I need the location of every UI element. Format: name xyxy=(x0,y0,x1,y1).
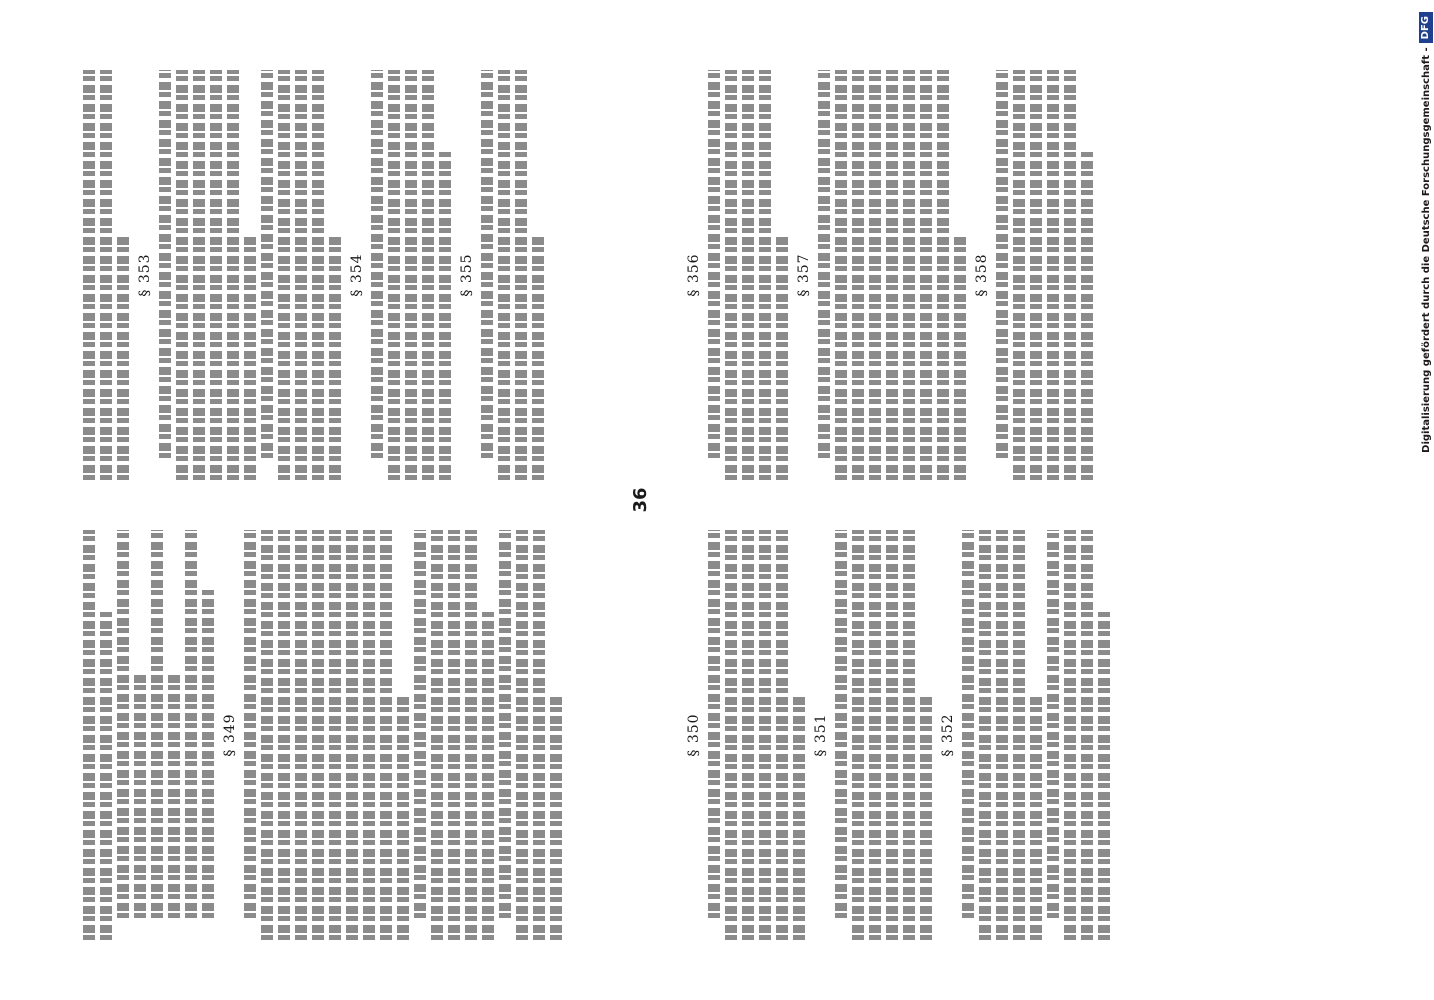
section-heading-357: § 357 xyxy=(796,253,812,297)
text-line xyxy=(185,530,197,918)
text-line xyxy=(1013,530,1025,940)
text-line xyxy=(439,152,451,480)
text-line xyxy=(1047,70,1059,480)
text-line xyxy=(920,694,932,940)
text-line xyxy=(380,530,392,940)
text-line xyxy=(388,70,400,480)
text-line xyxy=(1064,530,1076,940)
text-line xyxy=(886,70,898,480)
text-line xyxy=(996,70,1008,458)
text-line xyxy=(371,70,383,458)
text-line xyxy=(168,672,180,918)
text-line xyxy=(1030,70,1042,480)
text-line xyxy=(1081,530,1093,940)
text-line xyxy=(903,70,915,480)
text-line xyxy=(202,590,214,918)
text-line xyxy=(869,70,881,480)
text-line xyxy=(996,530,1008,940)
text-line xyxy=(176,70,188,480)
section-heading-354: § 354 xyxy=(349,253,365,297)
section-heading-355: § 355 xyxy=(459,253,475,297)
text-line xyxy=(962,530,974,918)
text-line xyxy=(818,70,830,458)
text-line xyxy=(498,70,510,480)
text-line xyxy=(100,70,112,480)
text-line xyxy=(1030,694,1042,940)
text-line xyxy=(193,70,205,480)
text-line xyxy=(83,70,95,480)
text-line xyxy=(708,70,720,458)
text-line xyxy=(759,530,771,940)
text-line xyxy=(422,70,434,480)
text-line xyxy=(742,70,754,480)
text-line xyxy=(261,70,273,458)
column-left-bottom xyxy=(678,530,1238,940)
section-heading-353: § 353 xyxy=(137,253,153,297)
text-line xyxy=(83,530,95,940)
column-right-bottom xyxy=(678,70,1238,480)
text-line xyxy=(278,70,290,480)
text-line xyxy=(117,530,129,918)
text-line xyxy=(776,234,788,480)
text-line xyxy=(516,530,528,940)
text-line xyxy=(1081,152,1093,480)
text-line xyxy=(363,530,375,940)
text-line xyxy=(210,70,222,480)
section-heading-351: § 351 xyxy=(813,713,829,757)
text-line xyxy=(312,530,324,940)
text-line xyxy=(481,70,493,458)
text-line xyxy=(227,70,239,480)
text-line xyxy=(886,530,898,940)
text-line xyxy=(465,530,477,940)
text-line xyxy=(725,530,737,940)
text-line xyxy=(329,234,341,480)
text-line xyxy=(759,70,771,480)
section-heading-352: § 352 xyxy=(940,713,956,757)
text-line xyxy=(835,70,847,480)
text-line xyxy=(954,234,966,480)
section-heading-358: § 358 xyxy=(974,253,990,297)
section-heading-356: § 356 xyxy=(686,253,702,297)
text-line xyxy=(159,70,171,458)
text-line xyxy=(414,530,426,918)
text-line xyxy=(100,612,112,940)
text-line xyxy=(742,530,754,940)
text-line xyxy=(499,530,511,918)
text-line xyxy=(1098,612,1110,940)
column-right-top xyxy=(78,70,638,480)
text-line xyxy=(405,70,417,480)
text-line xyxy=(835,530,847,918)
text-line xyxy=(482,612,494,940)
text-line xyxy=(852,530,864,940)
text-line xyxy=(533,530,545,940)
text-line xyxy=(1047,530,1059,918)
column-left-top xyxy=(78,530,638,940)
section-heading-349: § 349 xyxy=(222,713,238,757)
text-line xyxy=(903,530,915,940)
text-line xyxy=(708,530,720,918)
text-line xyxy=(920,70,932,480)
dfg-logo: DFG xyxy=(1419,12,1433,43)
text-line xyxy=(1064,70,1076,480)
text-line xyxy=(776,530,788,940)
text-line xyxy=(431,530,443,940)
text-line xyxy=(532,234,544,480)
text-line xyxy=(725,70,737,480)
text-line xyxy=(295,530,307,940)
text-line xyxy=(397,694,409,940)
text-line xyxy=(852,70,864,480)
rotated-page-content xyxy=(78,50,1288,950)
text-line xyxy=(515,70,527,480)
text-line xyxy=(550,694,562,940)
section-heading-350: § 350 xyxy=(686,713,702,757)
text-line xyxy=(151,530,163,918)
digitization-credit xyxy=(1418,6,1434,996)
text-line xyxy=(346,530,358,940)
text-line xyxy=(448,530,460,940)
text-line xyxy=(793,694,805,940)
text-line xyxy=(329,530,341,940)
text-line xyxy=(117,234,129,480)
text-line xyxy=(244,234,256,480)
page-number: 36 xyxy=(630,487,651,513)
text-line xyxy=(261,530,273,940)
text-line xyxy=(869,530,881,940)
text-line xyxy=(134,672,146,918)
text-line xyxy=(937,70,949,480)
credit-text: Digitalisierung gefördert durch die Deutsche Forschungsgemeinschaft - xyxy=(1420,47,1432,453)
text-line xyxy=(244,530,256,918)
text-line xyxy=(278,530,290,940)
text-line xyxy=(312,70,324,480)
text-line xyxy=(1013,70,1025,480)
text-line xyxy=(295,70,307,480)
text-line xyxy=(979,530,991,940)
